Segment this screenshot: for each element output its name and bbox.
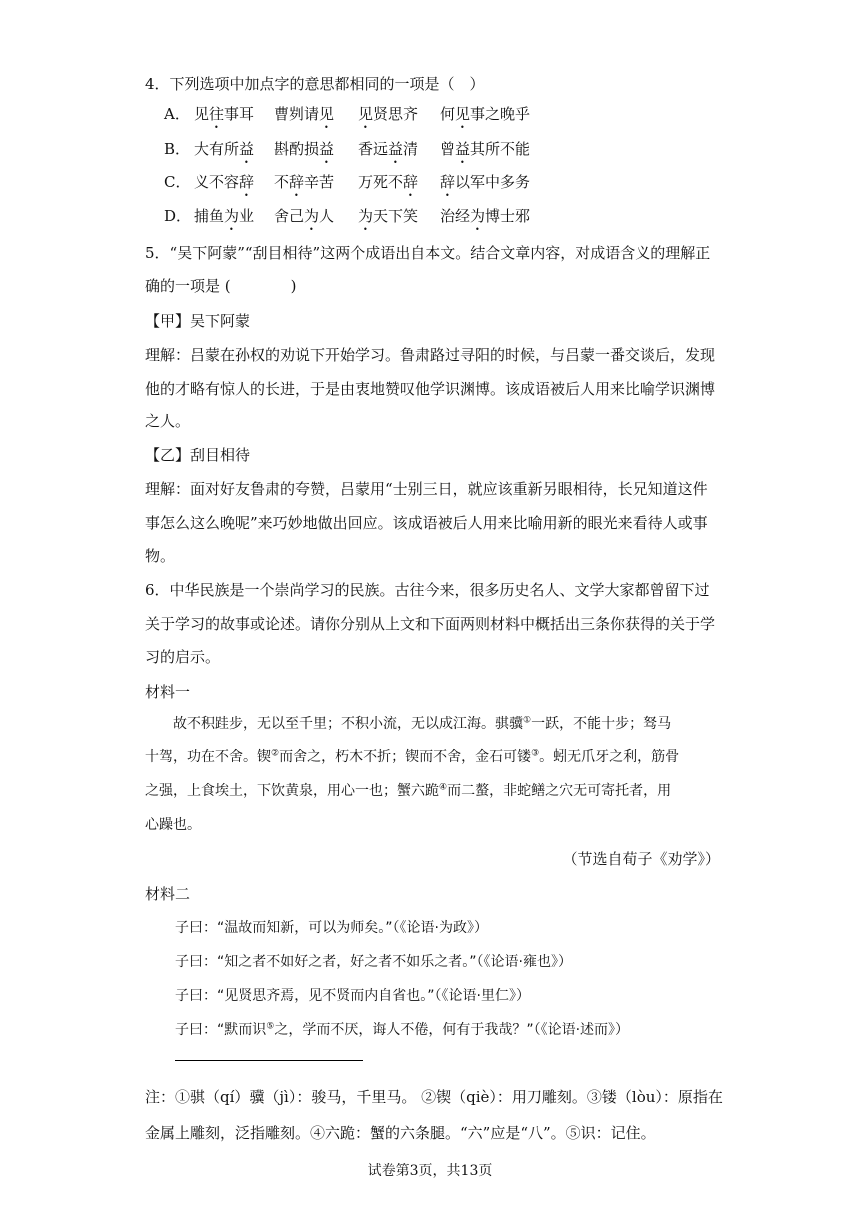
dotted-char: 益 <box>455 140 471 158</box>
q6-line: 关于学习的故事或论述。请你分别从上文和下面两则材料中概括出三条你获得的关于学 <box>145 615 716 633</box>
q5-jia-line: 理解：吕蒙在孙权的劝说下开始学习。鲁肃路过寻阳的时候，与吕蒙一番交谈后，发现 <box>145 346 716 364</box>
footnote-marker: ④ <box>439 782 448 793</box>
option-phrase: 见贤思齐 <box>358 105 419 123</box>
q5-yi-line: 物。 <box>145 547 176 565</box>
option-label: B． <box>164 140 191 158</box>
page-footer: 试卷第3页，共13页 <box>367 1163 493 1179</box>
dotted-char: 益 <box>319 140 335 158</box>
material-1-source: （节选自荀子《劝学》） <box>562 850 720 868</box>
dotted-char: 为 <box>224 207 240 225</box>
q5-jia-line: 他的才略有惊人的长进，于是由衷地赞叹他学识渊博。该成语被后人用来比喻学识渊博 <box>145 380 716 398</box>
dotted-char: 益 <box>388 140 404 158</box>
footnote-line: 注：①骐（qí）骥（jì）：骏马，千里马。 ②锲（qiè）：用刀雕刻。③镂（lòu）：原指在 <box>145 1088 723 1106</box>
footnote-marker: ③ <box>531 748 540 759</box>
option-phrase: 曹刿请见 <box>274 105 335 123</box>
option-label: D． <box>164 207 192 225</box>
dotted-char: 为 <box>358 207 374 225</box>
q4-stem: 4．下列选项中加点字的意思都相同的一项是（ ） <box>145 75 485 93</box>
dotted-char: 往 <box>209 105 225 123</box>
option-phrase: 捕鱼为业 <box>194 207 255 225</box>
option-phrase: 何见事之晚乎 <box>440 105 531 123</box>
material-1-line: 心躁也。 <box>145 817 201 833</box>
q5-jia-title: 【甲】吴下阿蒙 <box>145 312 251 330</box>
q5-line2: 确的一项是 ( ) <box>145 277 297 295</box>
option-phrase: 义不容辞 <box>194 173 255 191</box>
option-label: C． <box>164 173 191 191</box>
option-phrase: 万死不辞 <box>358 173 419 191</box>
option-phrase: 不辞辛苦 <box>274 173 335 191</box>
material-2-line: 子曰：“知之者不如好之者，好之者不如乐之者。”（《论语·雍也》） <box>175 954 572 970</box>
material-1-line: 十驾，功在不舍。锲②而舍之，朽木不折；锲而不舍，金石可镂③。蚓无爪牙之利，筋骨 <box>145 748 680 765</box>
option-label: A． <box>164 105 190 123</box>
option-phrase: 曾益其所不能 <box>440 140 531 158</box>
q4-option-a <box>164 104 530 124</box>
dotted-char: 为 <box>304 207 320 225</box>
option-phrase: 辞以军中多务 <box>440 173 531 191</box>
material-1-line: 之强，上食埃土，下饮黄泉，用心一也；蟹六跪④而二螯，非蛇鳝之穴无可寄托者，用 <box>145 782 672 799</box>
material-2-title: 材料二 <box>145 885 191 903</box>
dotted-char: 辞 <box>289 173 305 191</box>
q6-line: 6．中华民族是一个崇尚学习的民族。古往今来，很多历史名人、文学大家都曾留下过 <box>145 581 710 599</box>
dotted-char: 益 <box>239 140 255 158</box>
q5-jia-line: 之人。 <box>145 412 191 430</box>
q4-option-b <box>164 139 530 159</box>
footnote-divider <box>175 1060 363 1061</box>
material-2-line: 子曰：“见贤思齐焉，见不贤而内自省也。”（《论语·里仁》） <box>175 988 530 1004</box>
option-phrase: 为天下笑 <box>358 207 419 225</box>
material-2-line: 子曰：“温故而知新，可以为师矣。”（《论语·为政》） <box>175 920 488 936</box>
dotted-char: 辞 <box>403 173 419 191</box>
option-phrase: 治经为博士邪 <box>440 207 531 225</box>
dotted-char: 见 <box>358 105 374 123</box>
footnote-marker: ① <box>523 715 532 726</box>
footnote-marker: ② <box>271 748 280 759</box>
dotted-char: 见 <box>319 105 335 123</box>
option-phrase: 大有所益 <box>194 140 255 158</box>
option-phrase: 斟酌损益 <box>274 140 335 158</box>
q6-line: 习的启示。 <box>145 648 221 666</box>
q5-yi-line: 事怎么这么晚呢”来巧妙地做出回应。该成语被后人用来比喻用新的眼光来看待人或事 <box>145 514 708 532</box>
option-phrase: 舍己为人 <box>274 207 335 225</box>
q5-yi-title: 【乙】刮目相待 <box>145 446 251 464</box>
material-2-line: 子曰：“默而识⑤之，学而不厌，诲人不倦，何有于我哉？”（《论语·述而》） <box>175 1021 630 1038</box>
option-phrase: 香远益清 <box>358 140 419 158</box>
footnote-line: 金属上雕刻，泛指雕刻。④六跪：蟹的六条腿。“六”应是“八”。⑤识：记住。 <box>145 1124 656 1142</box>
dotted-char: 辞 <box>239 173 255 191</box>
q4-option-c <box>164 172 530 192</box>
q5-line1: 5．“吴下阿蒙”“刮目相待”这两个成语出自本文。结合文章内容，对成语含义的理解正 <box>145 244 711 262</box>
q5-yi-line: 理解：面对好友鲁肃的夸赞，吕蒙用“士别三日，就应该重新另眼相待，长兄知道这件 <box>145 480 708 498</box>
material-1-line: 故不积跬步，无以至千里；不积小流，无以成江海。骐骥①一跃，不能十步；驽马 <box>145 715 672 732</box>
material-1-title: 材料一 <box>145 683 191 701</box>
dotted-char: 辞 <box>440 173 456 191</box>
footnote-marker: ⑤ <box>266 1021 275 1032</box>
q4-option-d <box>164 206 530 226</box>
dotted-char: 为 <box>470 207 486 225</box>
dotted-char: 见 <box>455 105 471 123</box>
option-phrase: 见往事耳 <box>194 105 255 123</box>
